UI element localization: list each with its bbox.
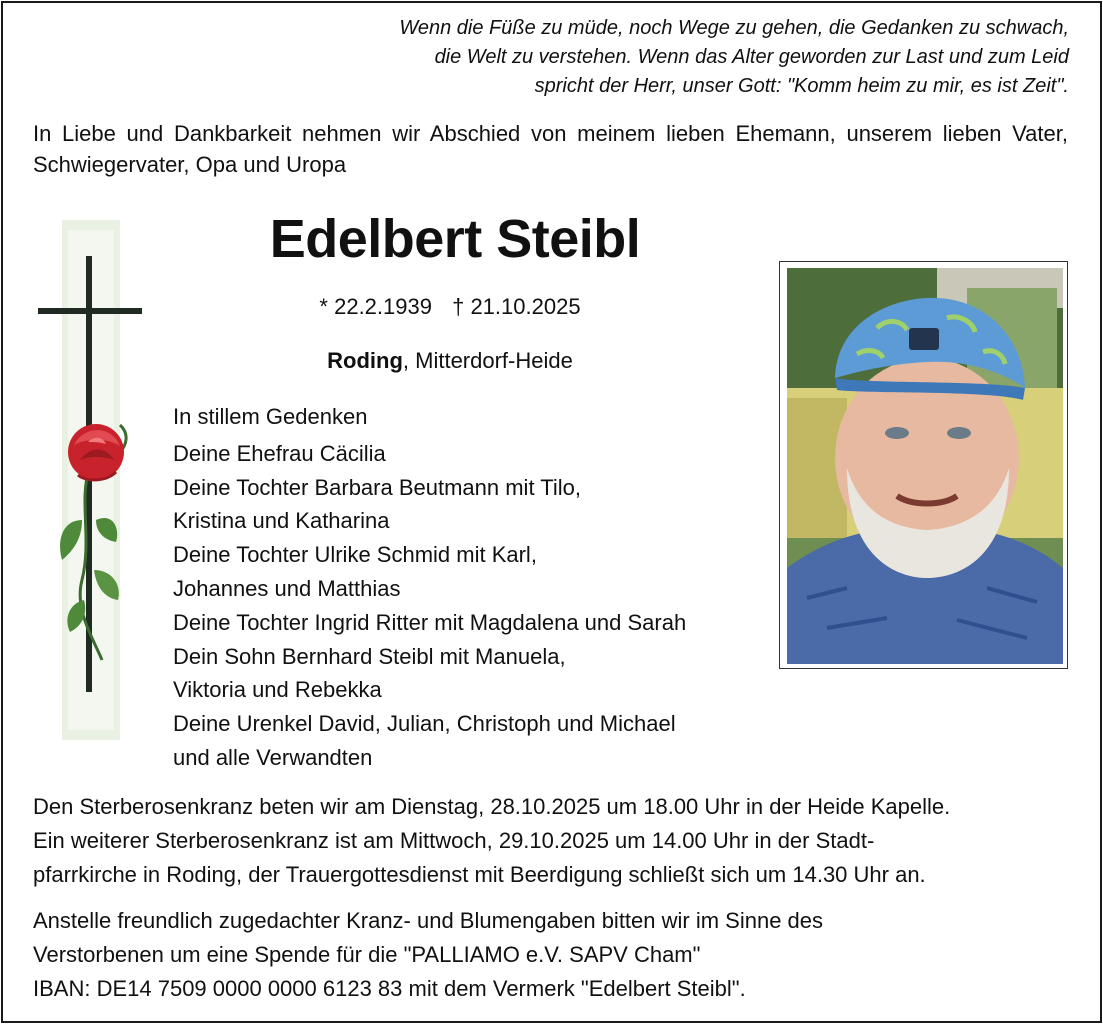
service-line: pfarrkirche in Roding, der Trauergottesdienst mit Beerdigung schließt sich um 14.30 Uhr an.: [33, 862, 926, 887]
service-line: Ein weiterer Sterberosenkranz ist am Mittwoch, 29.10.2025 um 14.00 Uhr in der Stadt-: [33, 828, 875, 853]
portrait-photo: [787, 268, 1063, 664]
mourner-line: Kristina und Katharina: [173, 508, 390, 534]
service-announcement: [33, 790, 1093, 892]
mourner-line: Deine Urenkel David, Julian, Christoph und Michael: [173, 711, 676, 737]
mourner-line: Viktoria und Rebekka: [173, 677, 382, 703]
mourner-line: Dein Sohn Bernhard Steibl mit Manuela,: [173, 643, 566, 669]
deceased-name: Edelbert Steibl: [269, 209, 641, 269]
donation-line: Anstelle freundlich zugedachter Kranz- und Blumengaben bitten wir im Sinne des: [33, 908, 824, 933]
mourners-heading: In stillem Gedenken: [173, 404, 368, 429]
poem-line: die Welt zu verstehen. Wenn das Alter geworden zur Last und zum Leid: [434, 46, 1069, 68]
poem-quote: [309, 14, 1069, 101]
service-line: Den Sterberosenkranz beten wir am Dienstag, 28.10.2025 um 18.00 Uhr in der Heide Kapelle.: [33, 794, 951, 819]
life-dates: [250, 292, 650, 322]
mourner-line: Deine Tochter Barbara Beutmann mit Tilo,: [173, 474, 582, 500]
mourner-line: und alle Verwandten: [173, 744, 373, 770]
donation-line: Verstorbenen um eine Spende für die "PALLIAMO e.V. SAPV Cham": [33, 942, 701, 967]
residence: [250, 346, 650, 376]
poem-line: Wenn die Füße zu müde, noch Wege zu gehen, die Gedanken zu schwach,: [399, 17, 1069, 39]
residence-town: Roding: [327, 348, 403, 373]
mourner-line: Deine Tochter Ingrid Ritter mit Magdalena und Sarah: [173, 609, 687, 635]
cross-with-rose-image: [34, 220, 146, 740]
mourner-line: Johannes und Matthias: [173, 575, 401, 601]
mourner-line: Deine Tochter Ulrike Schmid mit Karl,: [173, 542, 537, 568]
intro-text: In Liebe und Dankbarkeit nehmen wir Abschied von meinem lieben Ehemann, unserem lieben Vater, Schwiegervater, Opa und Uropa: [33, 121, 1068, 177]
mourners-list: [173, 400, 773, 775]
poem-line: spricht der Herr, unser Gott: "Komm heim zu mir, es ist Zeit".: [534, 75, 1069, 97]
mourner-line: Deine Ehefrau Cäcilia: [173, 440, 386, 466]
donation-request: [33, 904, 1093, 1006]
birth-date: * 22.2.1939: [319, 294, 432, 319]
death-date: † 21.10.2025: [452, 294, 581, 319]
residence-district: , Mitterdorf-Heide: [402, 348, 573, 373]
donation-line: IBAN: DE14 7509 0000 0000 6123 83 mit dem Vermerk "Edelbert Steibl".: [33, 976, 746, 1001]
